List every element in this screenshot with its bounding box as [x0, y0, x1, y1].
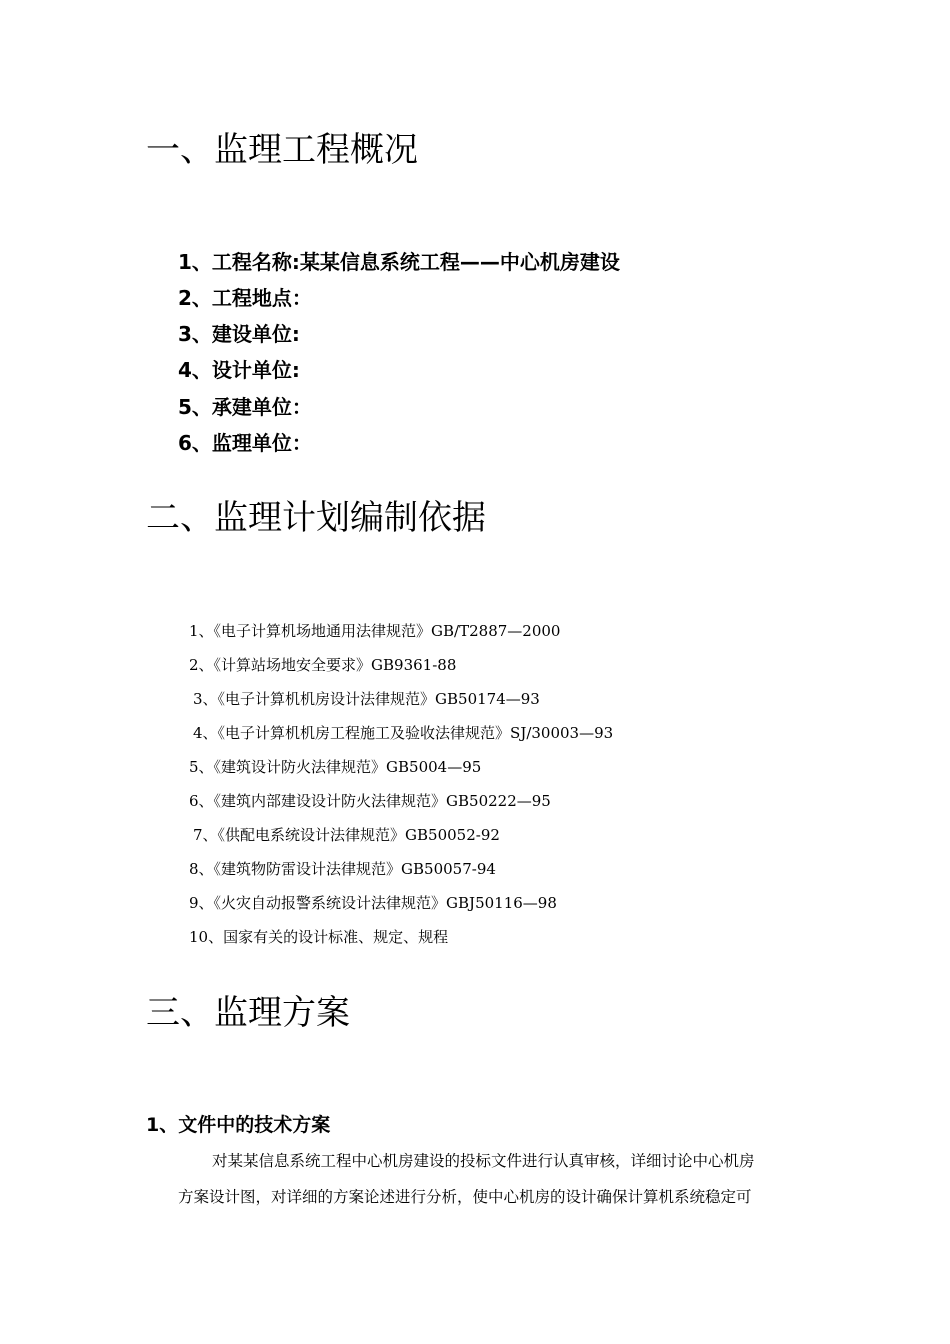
overview-item-supervisor: 6、监理单位：: [178, 431, 312, 455]
section-3-heading: 三、监理方案: [146, 993, 350, 1033]
paragraph-text: 方案设计图，对详细的方案论述进行分析，使中心机房的设计确保计算机系统稳定可: [178, 1188, 752, 1206]
basis-item: 5、《建筑设计防火法律规范》GB5004—95: [189, 758, 482, 776]
basis-item: 6、《建筑内部建设设计防火法律规范》GB50222—95: [189, 792, 551, 810]
basis-item: 4、《电子计算机机房工程施工及验收法律规范》SJ/30003—93: [193, 724, 614, 742]
basis-item: 9、《火灾自动报警系统设计法律规范》GBJ50116—98: [189, 894, 557, 912]
subsection-1-heading: 1、文件中的技术方案: [146, 1114, 331, 1136]
overview-item-client: 3、建设单位:: [178, 322, 300, 346]
overview-item-project-name: 1、工程名称:某某信息系统工程——中心机房建设: [178, 250, 620, 274]
paragraph-text: 对某某信息系统工程中心机房建设的投标文件进行认真审核，详细讨论中心机房: [212, 1152, 755, 1170]
basis-item: 3、《电子计算机机房设计法律规范》GB50174—93: [193, 690, 540, 708]
section-2-heading: 二、监理计划编制依据: [146, 498, 486, 538]
basis-item: 8、《建筑物防雷设计法律规范》GB50057-94: [189, 860, 496, 878]
basis-item: 1、《电子计算机场地通用法律规范》GB/T2887—2000: [189, 622, 561, 640]
section-1-heading: 一、监理工程概况: [146, 130, 418, 170]
basis-item: 10、国家有关的设计标准、规定、规程: [189, 928, 449, 946]
basis-item: 2、《计算站场地安全要求》GB9361-88: [189, 656, 457, 674]
paragraph-line-1: [178, 1144, 810, 1178]
basis-item: 7、《供配电系统设计法律规范》GB50052-92: [193, 826, 500, 844]
paragraph-line-2: [178, 1180, 810, 1214]
overview-item-contractor: 5、承建单位：: [178, 395, 312, 419]
overview-item-location: 2、工程地点：: [178, 286, 312, 310]
overview-item-designer: 4、设计单位:: [178, 358, 300, 382]
